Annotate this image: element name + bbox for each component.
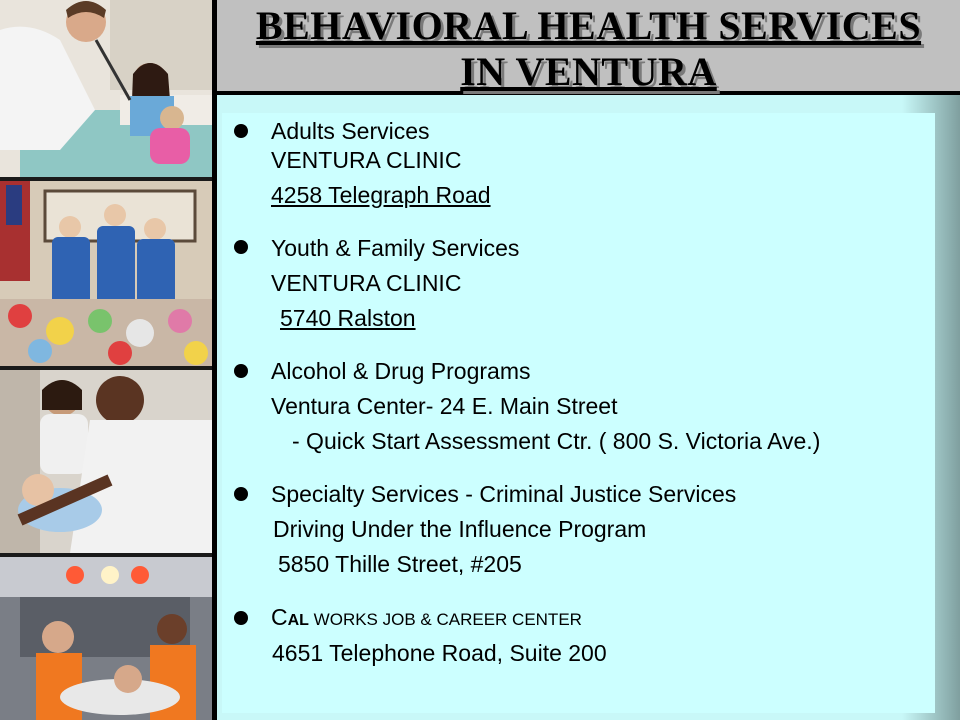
specialty-heading: Specialty Services - Criminal Justice Services — [271, 481, 737, 507]
bullet-adults — [234, 124, 248, 138]
title-line-1: BEHAVIORAL HEALTH SERVICES — [255, 3, 922, 48]
bullet-youth — [234, 240, 248, 254]
title-bar — [217, 0, 960, 95]
specialty-program: Driving Under the Influence Program — [273, 516, 647, 542]
calworks-heading — [271, 604, 582, 634]
alcohol-quickstart: - Quick Start Assessment Ctr. ( 800 S. Victoria Ave.) — [292, 428, 821, 454]
calworks-heading-c: C — [271, 604, 288, 630]
adults-clinic: VENTURA CLINIC — [271, 147, 462, 173]
nurses-with-blankets-photo — [0, 181, 212, 366]
doctor-with-child-photo — [0, 0, 212, 177]
title-line-2: IN VENTURA — [460, 49, 717, 94]
alcohol-heading: Alcohol & Drug Programs — [271, 358, 531, 384]
bullet-alcohol — [234, 364, 248, 378]
alcohol-center: Ventura Center- 24 E. Main Street — [271, 393, 618, 419]
calworks-heading-rest: WORKS JOB & CAREER CENTER — [308, 610, 582, 629]
ambulance-paramedics-photo — [0, 557, 212, 720]
photo-strip — [0, 0, 212, 720]
youth-clinic: VENTURA CLINIC — [271, 270, 462, 296]
specialty-address: 5850 Thille Street, #205 — [278, 551, 522, 577]
youth-heading: Youth & Family Services — [271, 235, 520, 261]
calworks-heading-al: AL — [287, 612, 309, 629]
photo-divider — [212, 0, 217, 720]
adults-heading: Adults Services — [271, 118, 430, 144]
doctor-with-infant-photo — [0, 370, 212, 553]
bullet-specialty — [234, 487, 248, 501]
adults-address-link[interactable]: 4258 Telegraph Road — [271, 182, 491, 208]
calworks-address: 4651 Telephone Road, Suite 200 — [272, 640, 607, 666]
page-title — [217, 3, 960, 95]
bullet-calworks — [234, 611, 248, 625]
youth-address-link[interactable]: 5740 Ralston — [280, 305, 416, 331]
